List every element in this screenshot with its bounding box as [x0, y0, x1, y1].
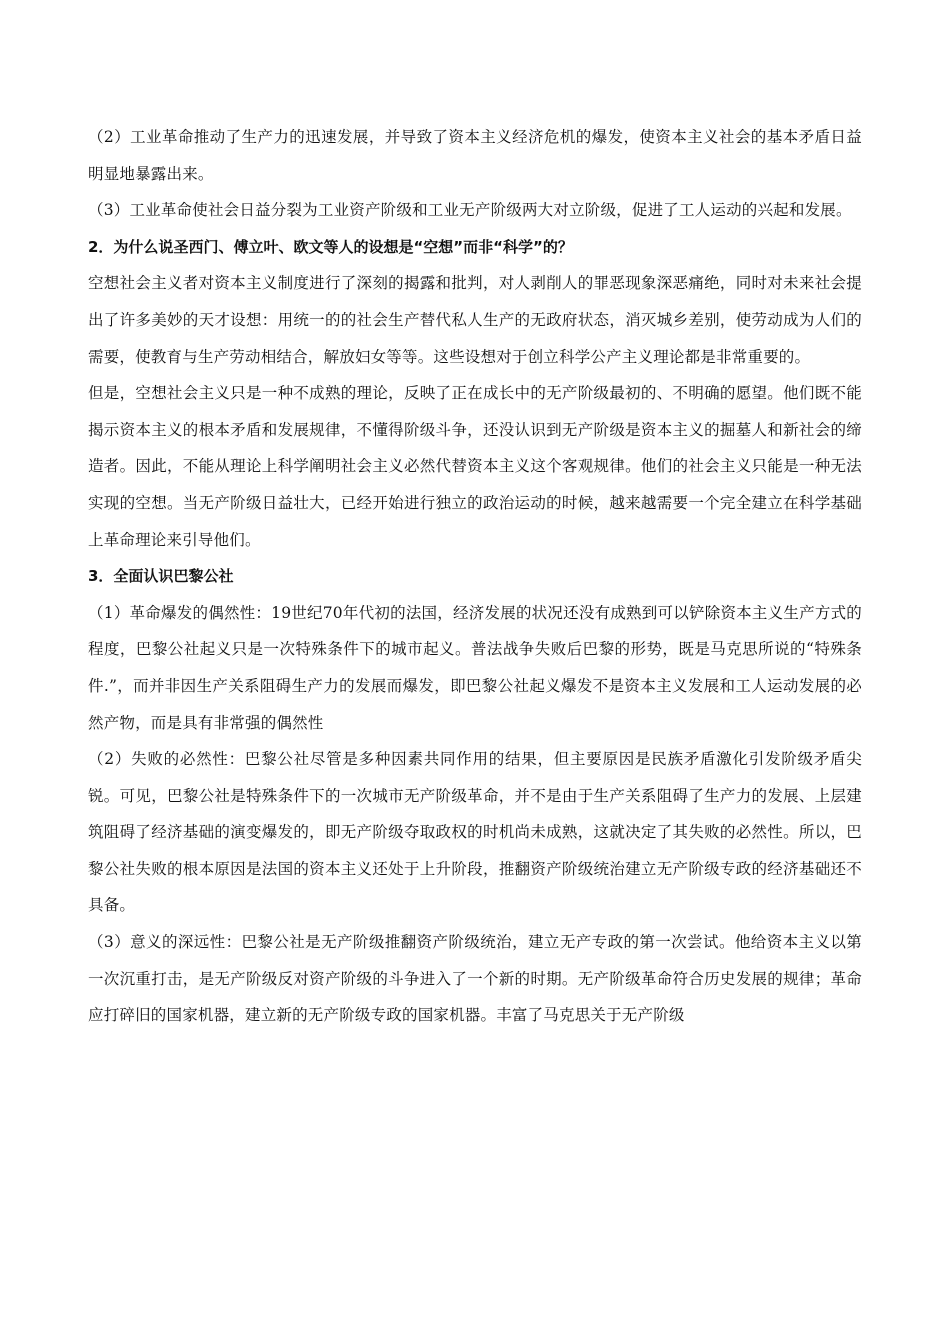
section-heading-paris-commune: 3．全面认识巴黎公社	[88, 567, 234, 586]
paragraph-commune-significance: （3）意义的深远性：巴黎公社是无产阶级推翻资产阶级统治，建立无产专政的第一次尝试。他给资本主义以第一次沉重打击，是无产阶级反对资产阶级的斗争进入了一个新的时期。无产阶级革命符合历史发展的规律；革命应打碎旧的国家机器，建立新的无产阶级专政的国家机器。丰富了马克思关于无产阶级	[88, 933, 862, 1025]
document-body	[88, 119, 862, 1034]
section-heading-utopian: 2．为什么说圣西门、傅立叶、欧文等人的设想是“空想”而非“科学”的？	[88, 237, 573, 256]
paragraph-commune-contingency: （1）革命爆发的偶然性：19世纪70年代初的法国，经济发展的状况还没有成熟到可以铲除资本主义生产方式的程度，巴黎公社起义只是一次特殊条件下的城市起义。普法战争失败后巴黎的形势，既是马克思所说的“特殊条件.”，而并非因生产关系阻碍生产力的发展而爆发，即巴黎公社起义爆发不是资本主义发展和工人运动发展的必然产物，而是具有非常强的偶然性	[88, 603, 862, 732]
paragraph-utopian-limits: 但是，空想社会主义只是一种不成熟的理论，反映了正在成长中的无产阶级最初的、不明确的愿望。他们既不能揭示资本主义的根本矛盾和发展规律，不懂得阶级斗争，还没认识到无产阶级是资本主义的掘墓人和新社会的缔造者。因此，不能从理论上科学阐明社会主义必然代替资本主义这个客观规律。他们的社会主义只能是一种无法实现的空想。当无产阶级日益壮大，已经开始进行独立的政治运动的时候，越来越需要一个完全建立在科学基础上革命理论来引导他们。	[88, 384, 862, 549]
paragraph-industrial-revolution-2: （2）工业革命推动了生产力的迅速发展，并导致了资本主义经济危机的爆发，使资本主义社会的基本矛盾日益明显地暴露出来。	[88, 128, 862, 183]
paragraph-commune-failure: （2）失败的必然性：巴黎公社尽管是多种因素共同作用的结果，但主要原因是民族矛盾激化引发阶级矛盾尖锐。可见，巴黎公社是特殊条件下的一次城市无产阶级革命，并不是由于生产关系阻碍了生产力的发展、上层建筑阻碍了经济基础的演变爆发的，即无产阶级夺取政权的时机尚未成熟，这就决定了其失败的必然性。所以，巴黎公社失败的根本原因是法国的资本主义还处于上升阶段，推翻资产阶级统治建立无产阶级专政的经济基础还不具备。	[88, 750, 862, 915]
paragraph-utopian-merits: 空想社会主义者对资本主义制度进行了深刻的揭露和批判，对人剥削人的罪恶现象深恶痛绝，同时对未来社会提出了许多美妙的天才设想：用统一的的社会生产替代私人生产的无政府状态，消灭城乡差别，使劳动成为人们的需要，使教育与生产劳动相结合，解放妇女等等。这些设想对于创立科学公产主义理论都是非常重要的。	[88, 274, 862, 366]
paragraph-industrial-revolution-3: （3）工业革命使社会日益分裂为工业资产阶级和工业无产阶级两大对立阶级，促进了工人运动的兴起和发展。	[88, 201, 852, 220]
